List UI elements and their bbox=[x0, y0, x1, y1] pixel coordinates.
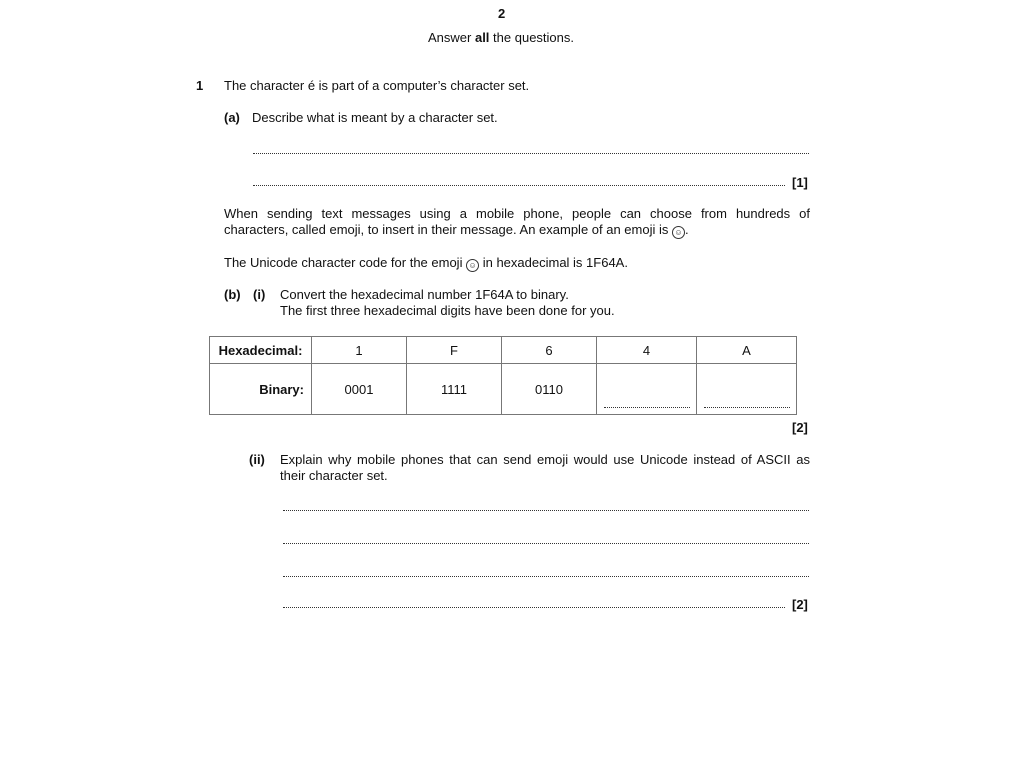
answer-line-b2-3[interactable] bbox=[283, 576, 809, 577]
context-line-2: characters, called emoji, to insert in their message. An example of an emoji is ☺ . bbox=[224, 222, 689, 237]
binary-row bbox=[210, 364, 797, 415]
conversion-table bbox=[209, 336, 797, 415]
question-stem: The character é is part of a computer’s character set. bbox=[224, 78, 530, 93]
hex-row bbox=[210, 337, 797, 364]
part-b-ii-marks: [2] bbox=[792, 597, 808, 612]
binary-answer-cell[interactable] bbox=[597, 364, 697, 415]
binary-answer-cell[interactable] bbox=[697, 364, 797, 415]
question-number: 1 bbox=[196, 78, 204, 93]
answer-line-a1[interactable] bbox=[253, 153, 809, 154]
unicode-sentence: The Unicode character code for the emoji ☺ in hexadecimal is 1F64A. bbox=[224, 255, 628, 270]
part-b-ii-text bbox=[280, 452, 810, 484]
part-b-label: (b) bbox=[224, 287, 241, 302]
part-a-label: (a) bbox=[224, 110, 240, 125]
binary-answer-line[interactable] bbox=[604, 407, 690, 408]
instruction-prefix: Answer bbox=[428, 30, 475, 45]
part-b-ii-line1: Explain why mobile phones that can send emoji would use Unicode instead of ASCII as bbox=[280, 452, 810, 467]
part-b-i-line1: Convert the hexadecimal number 1F64A to binary. bbox=[280, 287, 569, 302]
instruction-suffix: the questions. bbox=[489, 30, 574, 45]
binary-cell: 1111 bbox=[407, 364, 502, 415]
answer-line-b2-1[interactable] bbox=[283, 510, 809, 511]
instruction bbox=[428, 30, 574, 45]
part-b-i-line2: The first three hexadecimal digits have been done for you. bbox=[280, 303, 615, 318]
part-a-text: Describe what is meant by a character set. bbox=[252, 110, 498, 125]
binary-header: Binary: bbox=[210, 364, 312, 415]
context-paragraph bbox=[224, 206, 810, 239]
page-number: 2 bbox=[498, 6, 506, 21]
binary-answer-line[interactable] bbox=[704, 407, 790, 408]
monkey-emoji-icon: ☺ bbox=[672, 226, 685, 239]
answer-line-b2-2[interactable] bbox=[283, 543, 809, 544]
part-b-i-marks: [2] bbox=[792, 420, 808, 435]
part-b-ii-label: (ii) bbox=[249, 452, 265, 467]
hex-cell: 1 bbox=[312, 337, 407, 364]
context-line-1: When sending text messages using a mobile phone, people can choose from hundreds of bbox=[224, 206, 810, 221]
hex-cell: 4 bbox=[597, 337, 697, 364]
monkey-emoji-icon: ☺ bbox=[466, 259, 479, 272]
part-b-i-label: (i) bbox=[253, 287, 266, 302]
hex-cell: A bbox=[697, 337, 797, 364]
binary-cell: 0110 bbox=[502, 364, 597, 415]
part-a-marks: [1] bbox=[792, 175, 808, 190]
hex-cell: 6 bbox=[502, 337, 597, 364]
hex-cell: F bbox=[407, 337, 502, 364]
answer-line-a2[interactable] bbox=[253, 185, 785, 186]
instruction-bold: all bbox=[474, 30, 490, 45]
part-b-ii-line2: their character set. bbox=[280, 468, 388, 483]
answer-line-b2-4[interactable] bbox=[283, 607, 785, 608]
hex-header: Hexadecimal: bbox=[210, 337, 312, 364]
binary-cell: 0001 bbox=[312, 364, 407, 415]
